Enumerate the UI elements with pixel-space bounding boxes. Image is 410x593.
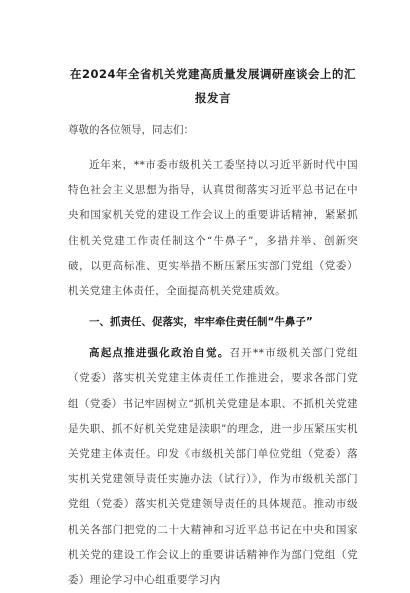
section-1-heading: 一、抓责任、促落实，牢牢牵住责任制“牛鼻子” [89, 316, 313, 329]
section-1-body: 召开**市级机关部门党组（党委）落实机关党建主体责任工作推进会，要求各部门党组（党委）书记牢固树立“抓机关党建是本职、不抓机关党建是失职、抓不好机关党建是渎职”的理念，进一步压紧压实机关党建主体责任。印发《市级机关部门单位党组（党委）落实机关党建领导责任实施办法（试行）》，作为市级机关部门党组（党委）落实机关党建领导责任的具体规范。推动市级机关各部门把党的二十大精神和习近平总书记在中央和国家机关党的建设工作会议上的重要讲话精神作为部门党组（党委）理论学习中心组重要学习内 [68, 347, 358, 587]
section-1-paragraph [68, 341, 358, 593]
intro-paragraph: 近年来，**市委市级机关工委坚持以习近平新时代中国特色社会主义思想为指导，认真贯彻落实习近平总书记在中央和国家机关党的建设工作会议上的重要讲话精神，紧紧抓住机关党建工作责任制这个“牛鼻子”，多措并举、创新突破，以更高标准、更实举措不断压紧压实部门党组（党委）机关党建主体责任，全面提高机关党建质效。 [68, 159, 358, 298]
section-1-lead: 高起点推进强化政治自觉。 [89, 347, 230, 360]
document-title: 在2024年全省机关党建高质量发展调研座谈会上的汇报发言 [69, 67, 356, 105]
greeting: 尊敬的各位领导，同志们： [68, 124, 194, 136]
